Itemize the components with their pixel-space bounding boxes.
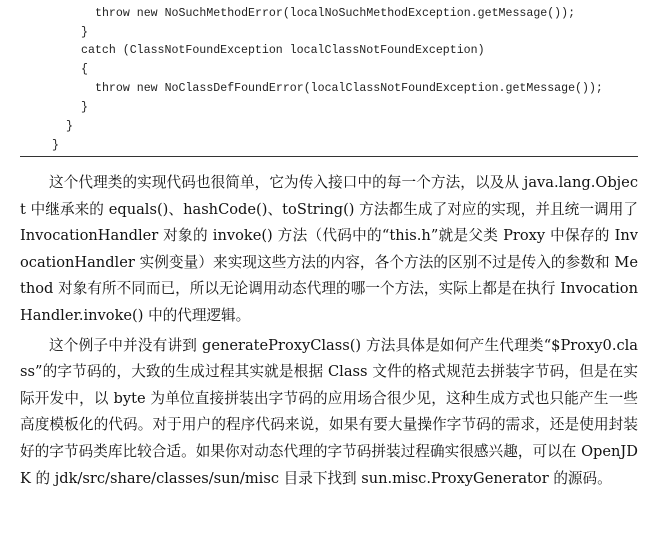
body-text — [20, 170, 638, 495]
code-line: catch (ClassNotFoundException localClassNotFoundException) — [81, 44, 485, 57]
code-line: } — [52, 139, 59, 152]
paragraph-proxy-implementation: 这个代理类的实现代码也很简单，它为传入接口中的每一个方法，以及从 java.lang.Object 中继承来的 equals()、hashCode()、toString() 方法都生成了对应的实现，并且统一调用了 InvocationHandler 对象的 invoke() 方法（代码中的“this.h”就是父类 Proxy 中保存的 InvocationHandler 实例变量）来实现这些方法的内容，各个方法的区别不过是传入的参数和 Method 对象有所不同而已，所以无论调用动态代理的哪一个方法，实际上都是在执行 InvocationHandler.invoke() 中的代理逻辑。 — [20, 174, 638, 324]
code-line: { — [81, 63, 88, 76]
code-line: throw new NoClassDefFoundError(localClassNotFoundException.getMessage()); — [95, 82, 603, 95]
code-separator-rule — [20, 156, 638, 157]
code-line: throw new NoSuchMethodError(localNoSuchMethodException.getMessage()); — [95, 7, 576, 20]
code-line: } — [81, 101, 88, 114]
code-line: } — [66, 120, 73, 133]
paragraph-generate-proxy-class: 这个例子中并没有讲到 generateProxyClass() 方法具体是如何产生代理类“$Proxy0.class”的字节码的，大致的生成过程其实就是根据 Class 文件的格式规范去拼装字节码，但是在实际开发中，以 byte 为单位直接拼装出字节码的应用场合很少见，这种生成方式也只能产生一些高度模板化的代码。对于用户的程序代码来说，如果有要大量操作字节码的需求，还是使用封装好的字节码类库比较合适。如果你对动态代理的字节码拼装过程确实很感兴趣，可以在 OpenJDK 的 jdk/src/share/classes/sun/misc 目录下找到 sun.misc.ProxyGenerator 的源码。 — [20, 336, 638, 487]
code-line: } — [81, 26, 88, 39]
